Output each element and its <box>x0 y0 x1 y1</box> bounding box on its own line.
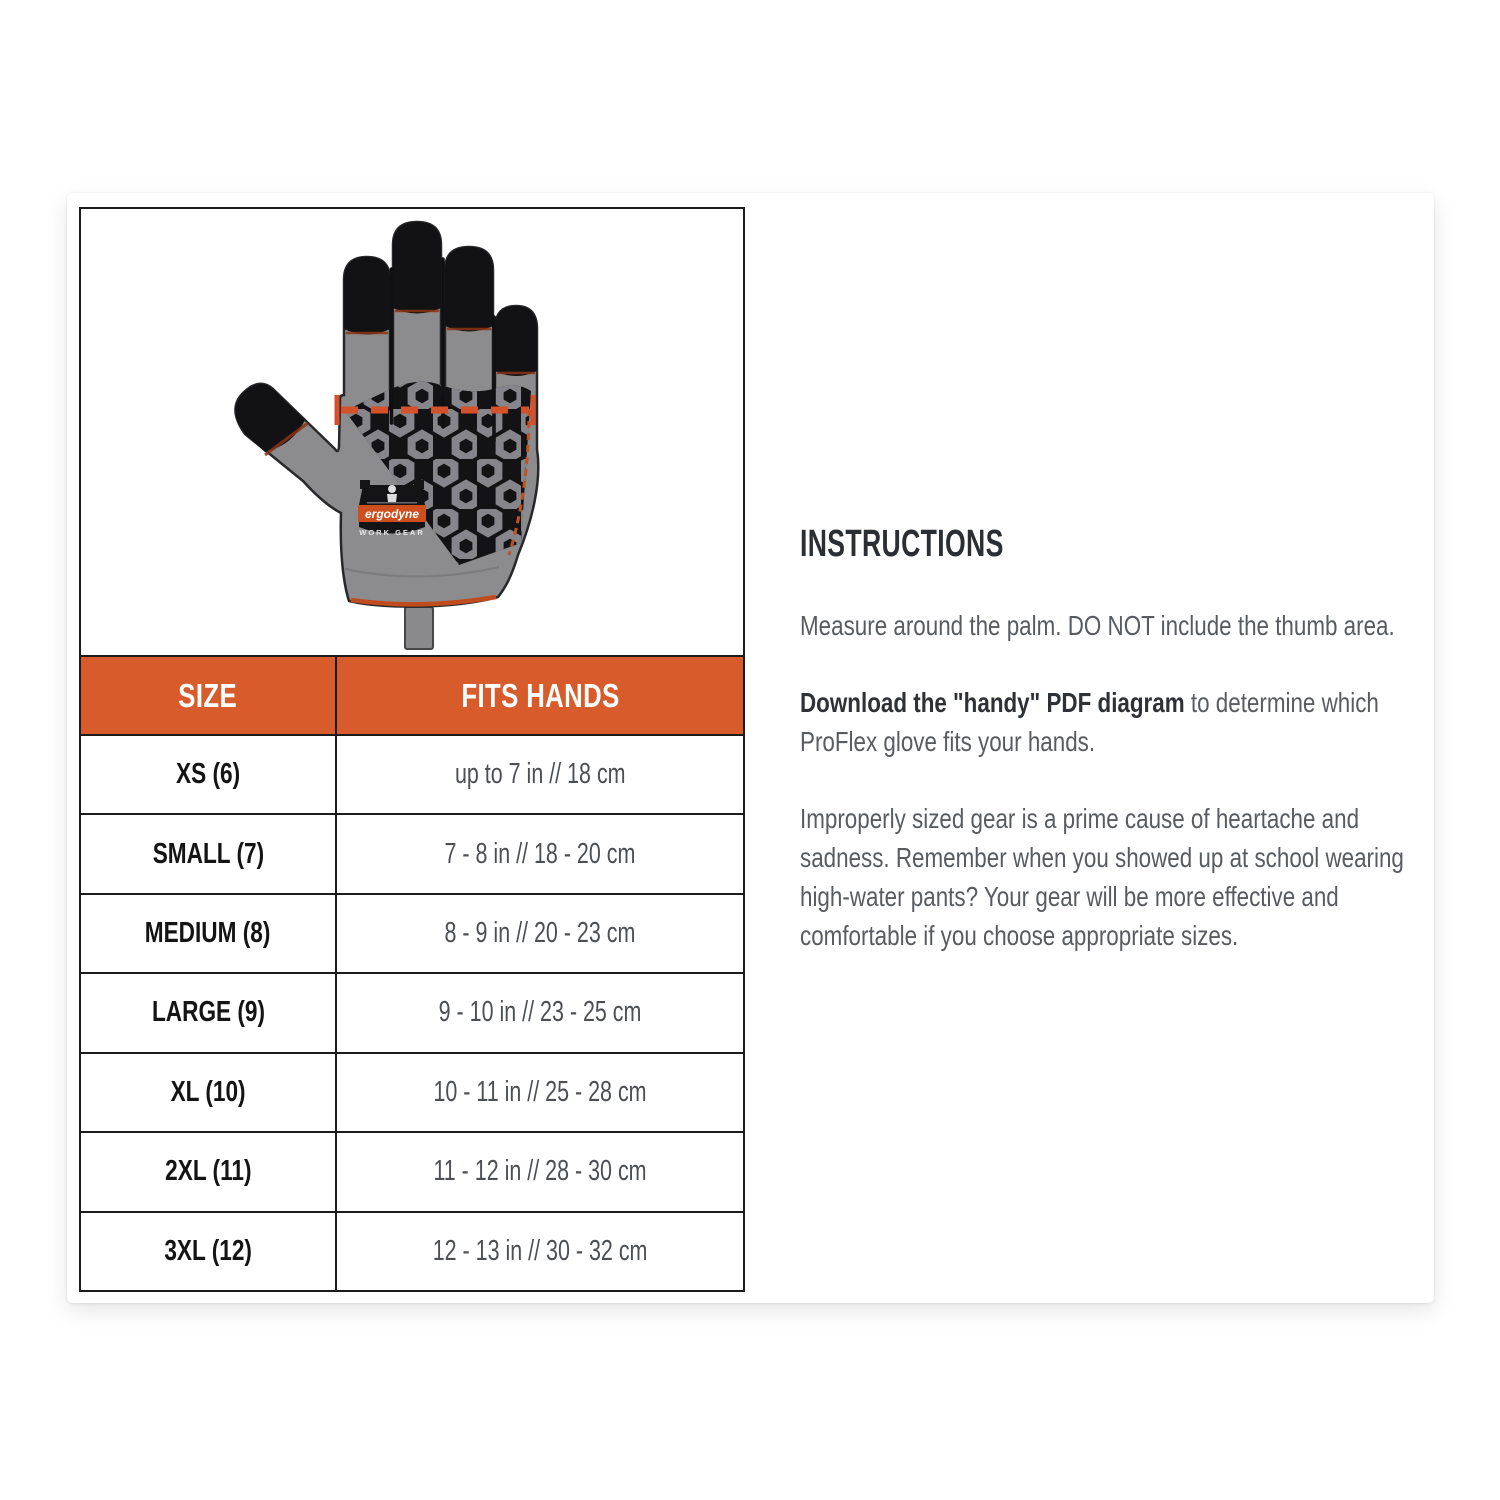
fits-value: 11 - 12 in // 28 - 30 cm <box>433 1155 647 1188</box>
table-row-large <box>81 972 743 1051</box>
col-header-fits-hands: FITS HANDS <box>460 676 620 714</box>
size-label: 2XL (11) <box>164 1155 252 1188</box>
fits-value: up to 7 in // 18 cm <box>454 758 626 791</box>
download-rest-text: to determine which ProFlex glove fits your hands. <box>800 687 1379 757</box>
glove-hang-tab <box>405 607 433 649</box>
fits-value: 8 - 9 in // 20 - 23 cm <box>444 917 636 950</box>
badge-brand-text: ergodyne <box>364 507 420 521</box>
glove-size-table <box>79 207 745 1292</box>
table-row-2xl <box>81 1131 743 1210</box>
fits-value: 7 - 8 in // 18 - 20 cm <box>444 837 636 870</box>
sizing-chart-card <box>67 193 1434 1303</box>
instructions-section <box>800 523 1460 993</box>
size-label: XL (10) <box>170 1075 246 1108</box>
instructions-title: INSTRUCTIONS <box>800 523 1004 565</box>
glove-image-cell <box>81 209 743 655</box>
size-label: MEDIUM (8) <box>145 917 271 950</box>
glove-illustration <box>81 209 743 655</box>
badge-tagline-text: WORK GEAR <box>359 528 425 537</box>
glove <box>235 222 538 649</box>
size-label: XS (6) <box>175 758 241 791</box>
table-header-row <box>81 655 743 734</box>
instructions-paragraph-measure <box>800 606 1408 645</box>
ergodyne-badge <box>358 480 426 537</box>
sizing-advice-text: Improperly sized gear is a prime cause of heartache and sadness. Remember when you showed up at school wearing high-water pants? Your gear will be more effective and comfortable if you choose appropriate sizes. <box>800 803 1404 951</box>
table-row-xl <box>81 1052 743 1131</box>
size-label: LARGE (9) <box>151 996 265 1029</box>
measure-text: Measure around the palm. DO NOT include the thumb area. <box>800 610 1395 641</box>
table-row-medium <box>81 893 743 972</box>
badge-figure-icon <box>388 485 396 493</box>
table-row-xs <box>81 734 743 813</box>
size-label: 3XL (12) <box>164 1234 252 1267</box>
fits-value: 9 - 10 in // 23 - 25 cm <box>438 996 642 1029</box>
table-row-small <box>81 813 743 892</box>
table-row-3xl <box>81 1211 743 1290</box>
fits-value: 10 - 11 in // 25 - 28 cm <box>433 1075 647 1108</box>
instructions-paragraph-download <box>800 683 1408 761</box>
instructions-paragraph-sizing <box>800 799 1408 955</box>
fits-value: 12 - 13 in // 30 - 32 cm <box>432 1234 648 1267</box>
col-header-size: SIZE <box>178 676 238 714</box>
size-label: SMALL (7) <box>152 837 264 870</box>
download-pdf-link[interactable]: Download the "handy" PDF diagram <box>800 687 1185 718</box>
